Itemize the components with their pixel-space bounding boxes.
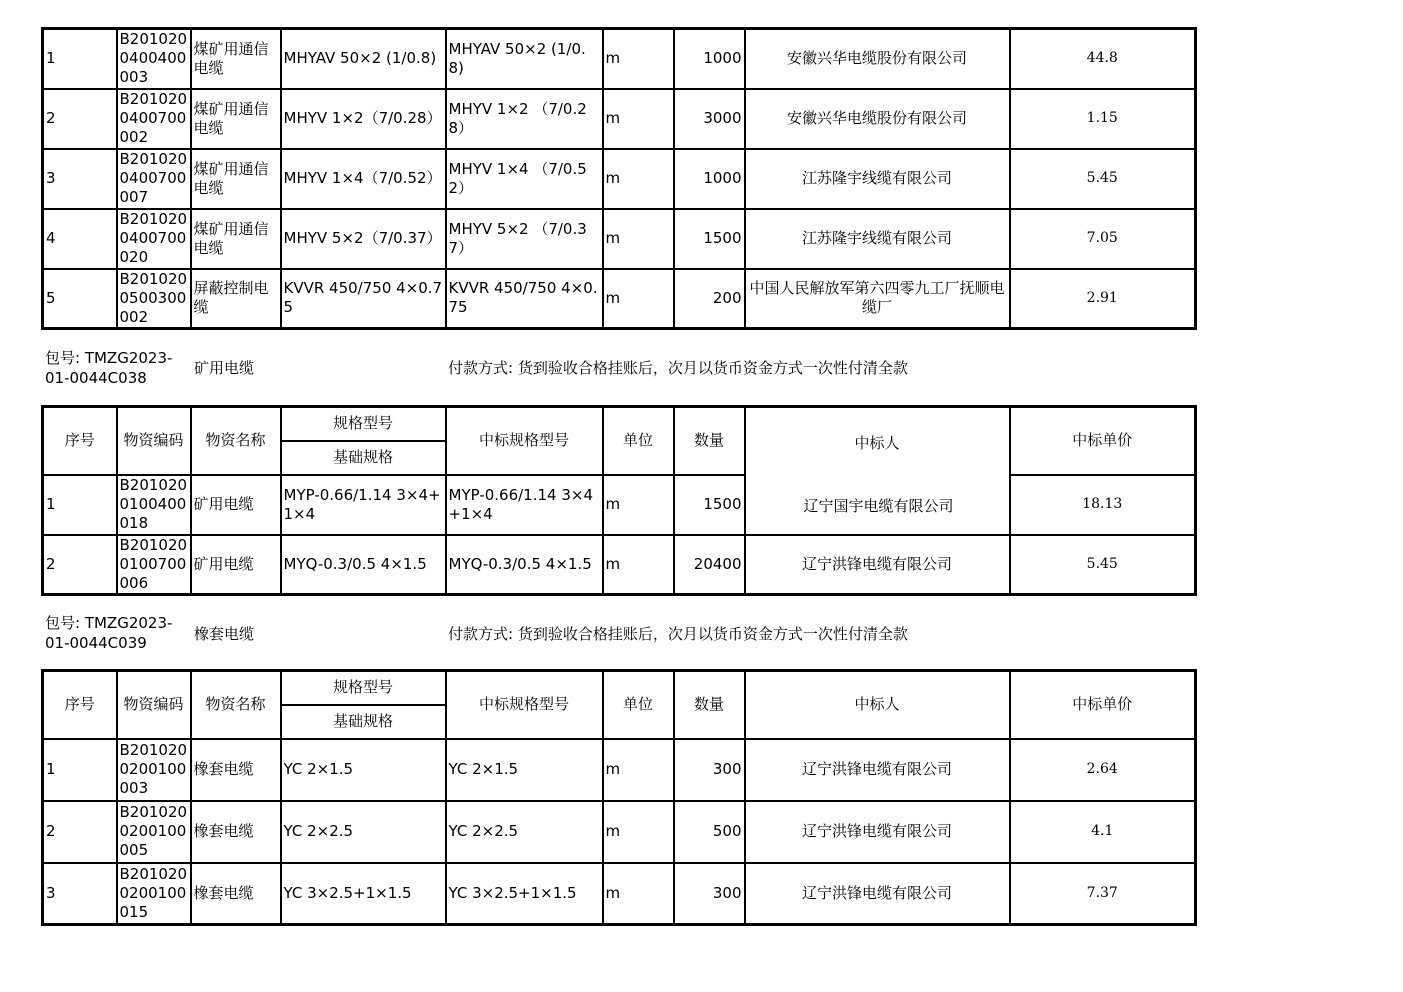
win-spec-cell: YC 3×2.5+1×1.5 [446,863,603,925]
table-package-1 [41,27,1197,330]
table-row [43,801,1196,863]
header-win-spec: 中标规格型号 [446,407,603,475]
name-cell: 煤矿用通信电缆 [191,149,281,209]
name-cell: 煤矿用通信电缆 [191,209,281,269]
qty-cell: 1500 [674,209,745,269]
code-cell: B2010200500300002 [117,269,191,329]
win-spec-cell: YC 2×1.5 [446,739,603,801]
header-price: 中标单价 [1010,671,1196,739]
price-cell: 44.8 [1010,29,1196,89]
code-cell: B2010200200100015 [117,863,191,925]
package-name: 橡套电缆 [194,625,255,643]
win-spec-cell: MHYV 5×2 （7/0.37） [446,209,603,269]
package-id: 包号: TMZG2023-01-0044C039 [45,614,173,652]
seq-cell: 5 [43,269,117,329]
seq-cell: 2 [43,535,117,595]
header-code: 物资编码 [117,671,191,739]
price-cell: 5.45 [1010,535,1196,595]
name-cell: 矿用电缆 [191,475,281,535]
unit-cell: m [603,149,674,209]
header-price: 中标单价 [1010,407,1196,475]
unit-cell: m [603,475,674,535]
price-cell: 1.15 [1010,89,1196,149]
qty-cell: 500 [674,801,745,863]
winner-cell: 辽宁洪锋电缆有限公司 [745,801,1010,863]
table-package-3 [41,669,1197,926]
table-row [43,149,1196,209]
price-cell: 18.13 [1010,475,1196,535]
header-seq: 序号 [43,671,117,739]
name-cell: 煤矿用通信电缆 [191,29,281,89]
header-code: 物资编码 [117,407,191,475]
code-cell: B2010200100400018 [117,475,191,535]
header-row [43,407,1196,441]
code-cell: B2010200400700002 [117,89,191,149]
win-spec-cell: KVVR 450/750 4×0.75 [446,269,603,329]
unit-cell: m [603,535,674,595]
code-cell: B2010200200100005 [117,801,191,863]
seq-cell: 3 [43,149,117,209]
spec-cell: MHYV 1×2（7/0.28） [281,89,446,149]
spec-cell: MHYV 5×2（7/0.37） [281,209,446,269]
spec-cell: MYP-0.66/1.14 3×4+1×4 [281,475,446,535]
win-spec-cell: MYP-0.66/1.14 3×4+1×4 [446,475,603,535]
unit-cell: m [603,739,674,801]
unit-cell: m [603,209,674,269]
payment-terms: 付款方式: 货到验收合格挂账后，次月以货币资金方式一次性付清全款 [448,625,908,643]
table-row [43,269,1196,329]
spec-cell: MHYV 1×4（7/0.52） [281,149,446,209]
name-cell: 煤矿用通信电缆 [191,89,281,149]
seq-cell: 2 [43,89,117,149]
header-base-spec: 基础规格 [281,441,446,475]
code-cell: B2010200200100003 [117,739,191,801]
header-base-spec: 基础规格 [281,705,446,739]
price-cell: 2.64 [1010,739,1196,801]
name-cell: 屏蔽控制电缆 [191,269,281,329]
header-name: 物资名称 [191,407,281,475]
name-cell: 橡套电缆 [191,739,281,801]
seq-cell: 3 [43,863,117,925]
spec-cell: KVVR 450/750 4×0.75 [281,269,446,329]
spec-cell: YC 2×1.5 [281,739,446,801]
header-unit: 单位 [603,407,674,475]
win-spec-cell: MHYV 1×4 （7/0.52） [446,149,603,209]
win-spec-cell: MHYV 1×2 （7/0.28） [446,89,603,149]
winner-cell: 安徽兴华电缆股份有限公司 [745,29,1010,89]
name-cell: 矿用电缆 [191,535,281,595]
code-cell: B2010200400700020 [117,209,191,269]
qty-cell: 3000 [674,89,745,149]
header-seq: 序号 [43,407,117,475]
spec-cell: MYQ-0.3/0.5 4×1.5 [281,535,446,595]
winner-cell: 辽宁洪锋电缆有限公司 [745,863,1010,925]
table-row [43,475,1196,535]
price-cell: 4.1 [1010,801,1196,863]
qty-cell: 1500 [674,475,745,535]
unit-cell: m [603,29,674,89]
winner-cell: 江苏隆宇线缆有限公司 [745,209,1010,269]
table-row [43,739,1196,801]
winner-cell: 辽宁洪锋电缆有限公司 [745,535,1010,595]
table-row [43,29,1196,89]
qty-cell: 20400 [674,535,745,595]
unit-cell: m [603,269,674,329]
qty-cell: 1000 [674,29,745,89]
price-cell: 2.91 [1010,269,1196,329]
winner-cell: 安徽兴华电缆股份有限公司 [745,89,1010,149]
header-qty: 数量 [674,407,745,475]
seq-cell: 2 [43,801,117,863]
table-row [43,89,1196,149]
price-cell: 7.05 [1010,209,1196,269]
table-row [43,209,1196,269]
header-name: 物资名称 [191,671,281,739]
spec-cell: YC 3×2.5+1×1.5 [281,863,446,925]
code-cell: B2010200400700007 [117,149,191,209]
unit-cell: m [603,801,674,863]
header-spec: 规格型号 [281,407,446,441]
header-qty: 数量 [674,671,745,739]
table-row [43,863,1196,925]
header-win-spec: 中标规格型号 [446,671,603,739]
qty-cell: 300 [674,863,745,925]
winner-cell: 中国人民解放军第六四零九工厂抚顺电缆厂 [745,269,1010,329]
seq-cell: 1 [43,29,117,89]
seq-cell: 1 [43,739,117,801]
payment-terms: 付款方式: 货到验收合格挂账后，次月以货币资金方式一次性付清全款 [448,359,908,377]
win-spec-cell: YC 2×2.5 [446,801,603,863]
header-row [43,671,1196,705]
qty-cell: 300 [674,739,745,801]
name-cell: 橡套电缆 [191,801,281,863]
win-spec-cell: MYQ-0.3/0.5 4×1.5 [446,535,603,595]
price-cell: 7.37 [1010,863,1196,925]
table-package-2 [41,405,1197,596]
win-spec-cell: MHYAV 50×2 (1/0.8) [446,29,603,89]
package-name: 矿用电缆 [194,359,255,377]
header-unit: 单位 [603,671,674,739]
winner-cell: 辽宁国宇电缆有限公司 [803,497,954,515]
seq-cell: 4 [43,209,117,269]
spec-cell: YC 2×2.5 [281,801,446,863]
name-cell: 橡套电缆 [191,863,281,925]
code-cell: B2010200100700006 [117,535,191,595]
winner-cell: 江苏隆宇线缆有限公司 [745,149,1010,209]
package-id: 包号: TMZG2023-01-0044C038 [45,349,173,387]
price-cell: 5.45 [1010,149,1196,209]
winner-cell: 辽宁洪锋电缆有限公司 [745,739,1010,801]
code-cell: B2010200400400003 [117,29,191,89]
table-row [43,535,1196,595]
qty-cell: 1000 [674,149,745,209]
header-spec: 规格型号 [281,671,446,705]
qty-cell: 200 [674,269,745,329]
unit-cell: m [603,863,674,925]
spec-cell: MHYAV 50×2 (1/0.8) [281,29,446,89]
unit-cell: m [603,89,674,149]
header-winner: 中标人 [745,407,1010,535]
seq-cell: 1 [43,475,117,535]
header-winner: 中标人 [745,671,1010,739]
